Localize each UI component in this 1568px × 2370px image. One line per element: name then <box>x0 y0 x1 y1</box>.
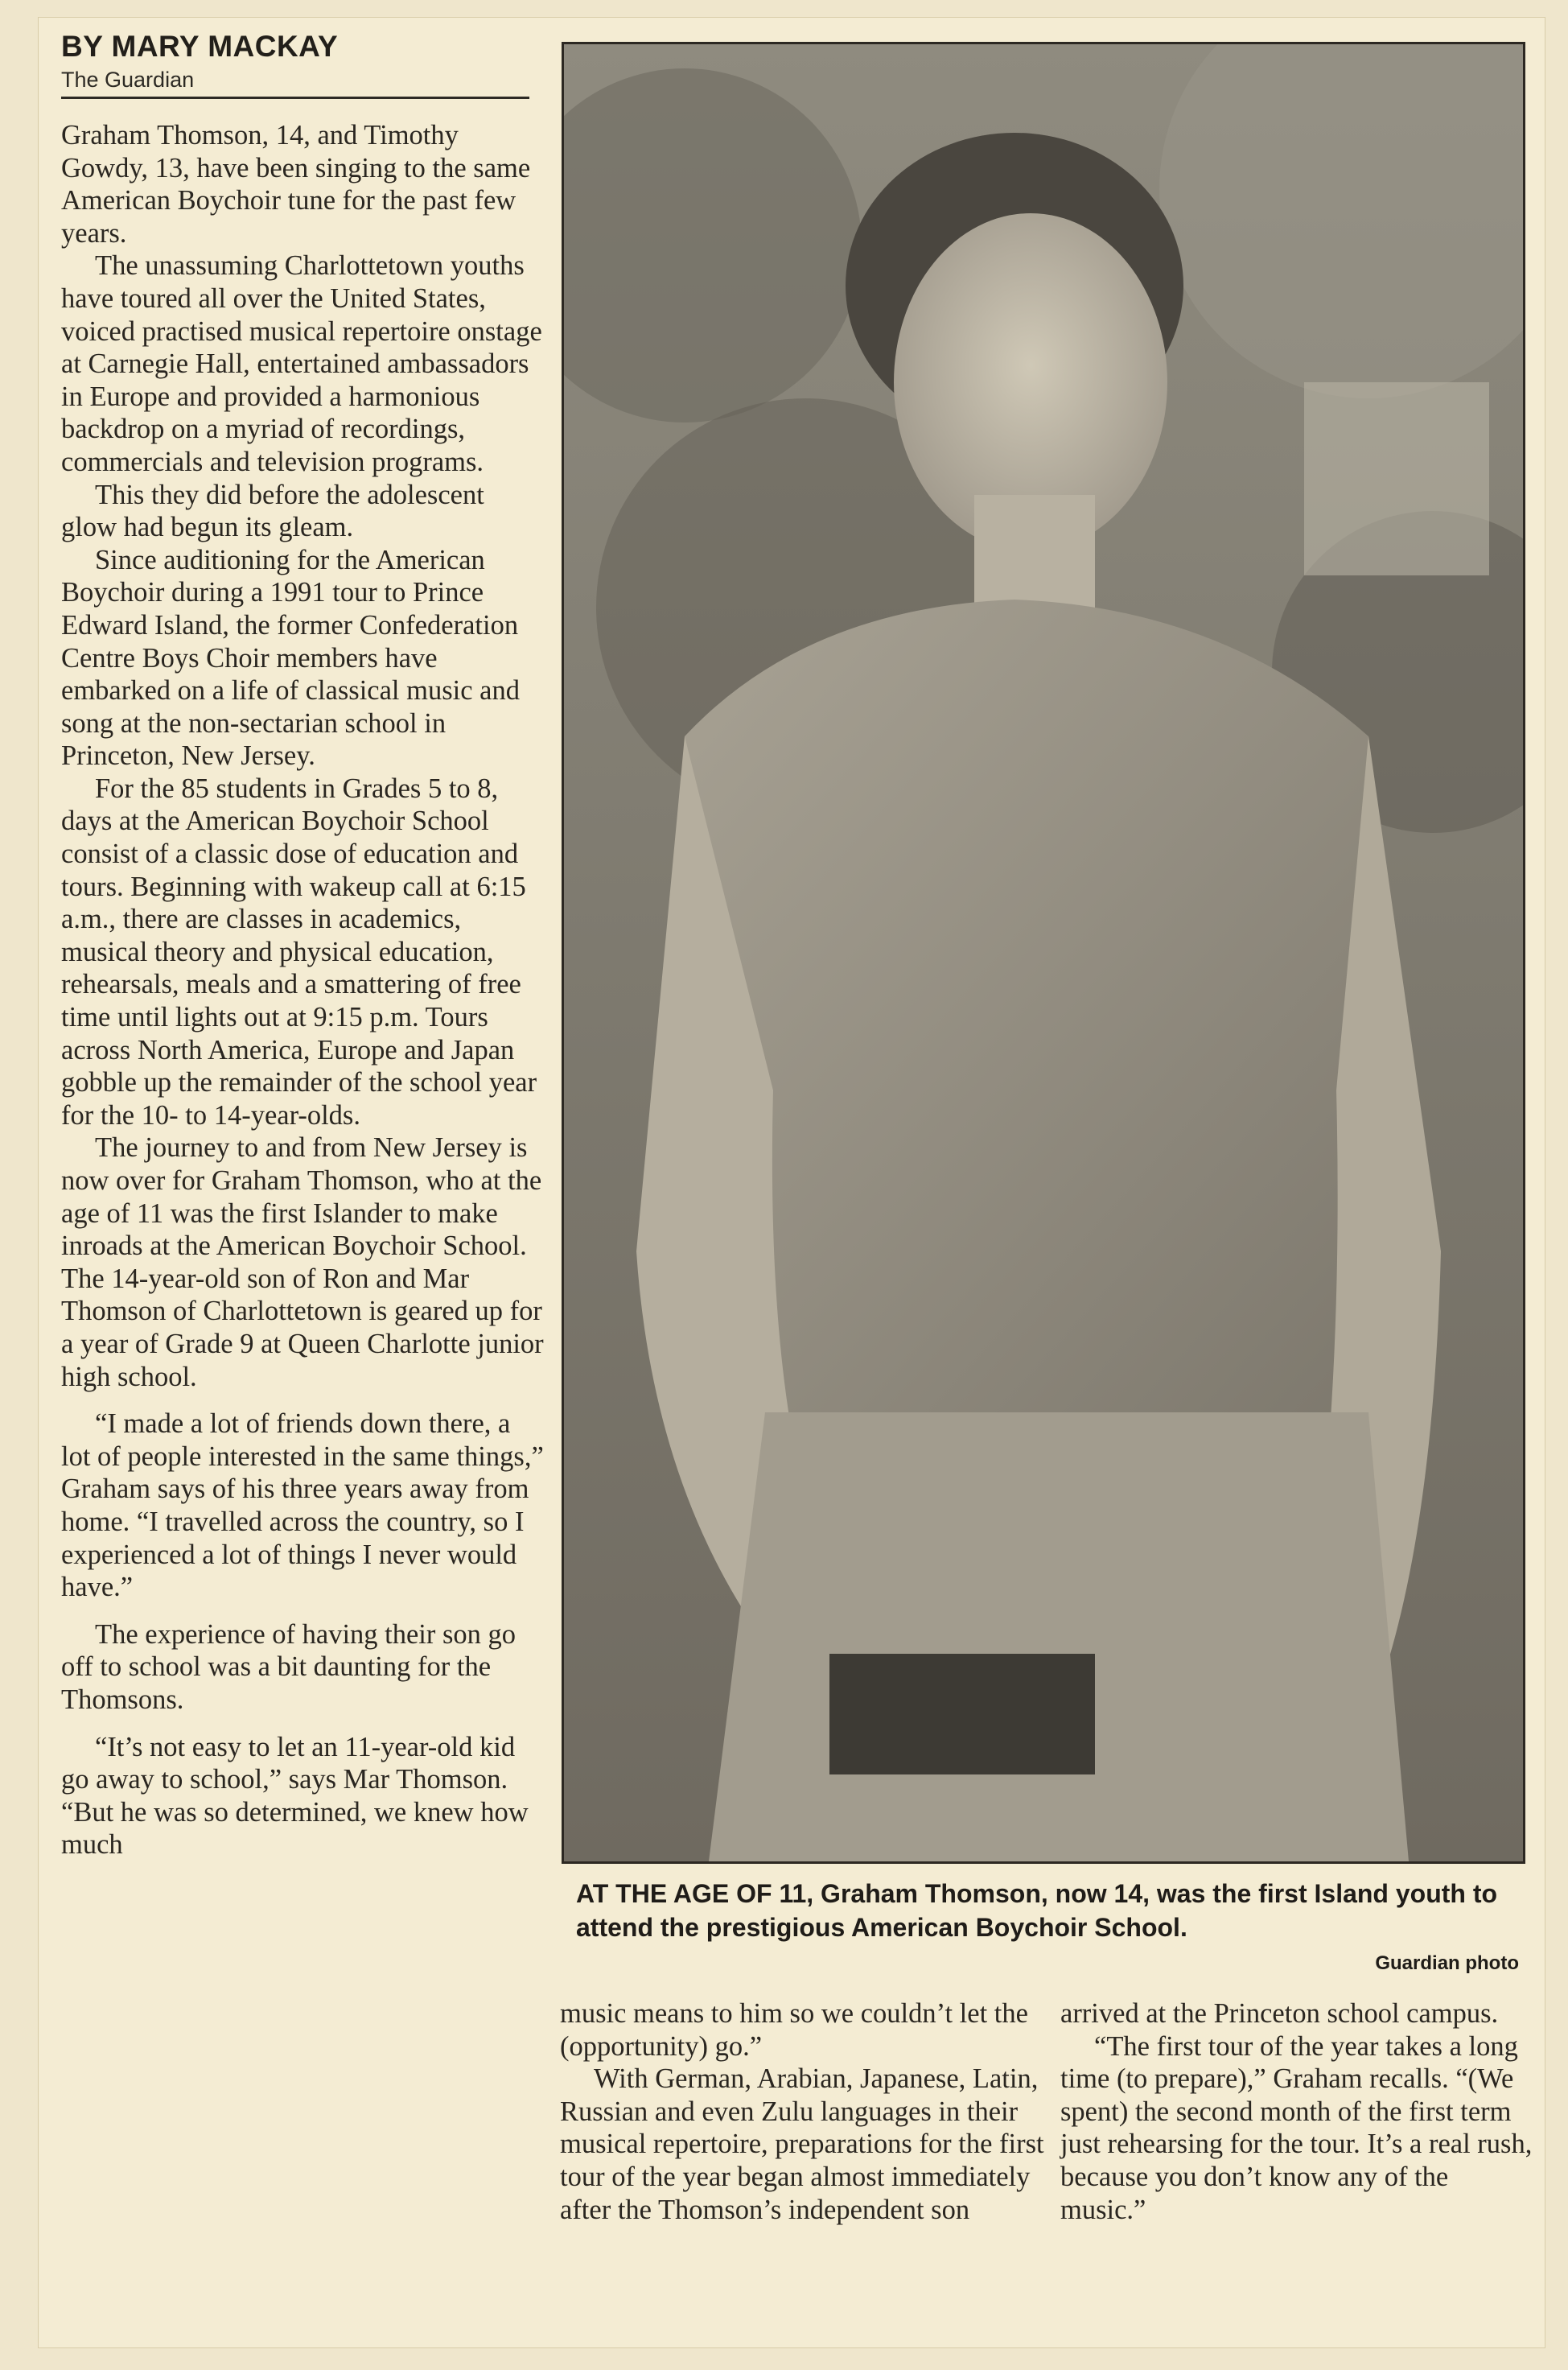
paragraph-11: With German, Arabian, Japanese, Latin, Russian and even Zulu languages in their musical repertoire, preparations for the first tour of the year began almost immediately after the Thomson’s independent son <box>560 2063 1044 2225</box>
article-column-2 <box>560 1997 1051 2226</box>
photo-caption: AT THE AGE OF 11, Graham Thomson, now 14, was the first Island youth to attend the prestigious American Boychoir School. <box>576 1879 1498 1942</box>
paragraph-12: arrived at the Princeton school campus. <box>1060 1998 1499 2029</box>
article-photo <box>562 42 1525 1864</box>
paragraph-6: The journey to and from New Jersey is now over for Graham Thomson, who at the age of 11 was the first Islander to make inroads at the American Boychoir School. The 14-year-old son of Ron and Mar Thomson of Charlottetown is geared up for a year of Grade 9 at Queen Charlotte junior high school. <box>61 1132 544 1392</box>
paragraph-3: This they did before the adolescent glow had begun its gleam. <box>61 479 484 543</box>
paragraph-5: For the 85 students in Grades 5 to 8, days at the American Boychoir School consist of a classic dose of education and tours. Beginning with wakeup call at 6:15 a.m., there are classes in academics, musical theory and physical education, rehearsals, meals and a smattering of free time until lights out at 9:15 p.m. Tours across North America, Europe and Japan gobble up the remainder of the school year for the 10- to 14-year-olds. <box>61 773 537 1131</box>
paragraph-10: music means to him so we couldn’t let the (opportunity) go.” <box>560 1998 1028 2062</box>
paragraph-2: The unassuming Charlottetown youths have toured all over the United States, voiced practised musical repertoire onstage at Carnegie Hall, entertained ambassadors in Europe and provided a harmonious backdrop on a myriad of recordings, commercials and television programs. <box>61 250 542 477</box>
article-column-1 <box>61 119 544 1861</box>
photo-credit: Guardian photo <box>1375 1952 1519 1974</box>
byline-rule <box>61 97 529 99</box>
article-column-3 <box>1060 1997 1535 2226</box>
newspaper-clipping <box>39 18 1545 2347</box>
paragraph-9: “It’s not easy to let an 11-year-old kid go away to school,” says Mar Thomson. “But he was so determined, we knew how much <box>61 1731 529 1861</box>
paragraph-7: “I made a lot of friends down there, a lot of people interested in the same things,” Graham says of his three years away from home. “I travelled across the country, so I experienced a lot of things I never would have.” <box>61 1408 544 1603</box>
byline-author: BY MARY MACKAY <box>61 30 339 63</box>
photo-boy-portrait <box>564 44 1523 1861</box>
paragraph-8: The experience of having their son go off to school was a bit daunting for the Thomsons. <box>61 1618 516 1715</box>
paragraph-13: “The first tour of the year takes a long time (to prepare),” Graham recalls. “(We spent) the second month of the first term just rehearsing for the tour. It’s a real rush, because you don’t know any of the music.” <box>1060 2030 1533 2225</box>
paragraph-4: Since auditioning for the American Boychoir during a 1991 tour to Prince Edward Island, the former Confederation Centre Boys Choir members have embarked on a life of classical music and song at the non-sectarian school in Princeton, New Jersey. <box>61 544 520 772</box>
paragraph-1: Graham Thomson, 14, and Timothy Gowdy, 13, have been singing to the same American Boychoir tune for the past few years. <box>61 120 531 249</box>
byline <box>61 29 529 99</box>
byline-organization: The Guardian <box>61 68 195 92</box>
